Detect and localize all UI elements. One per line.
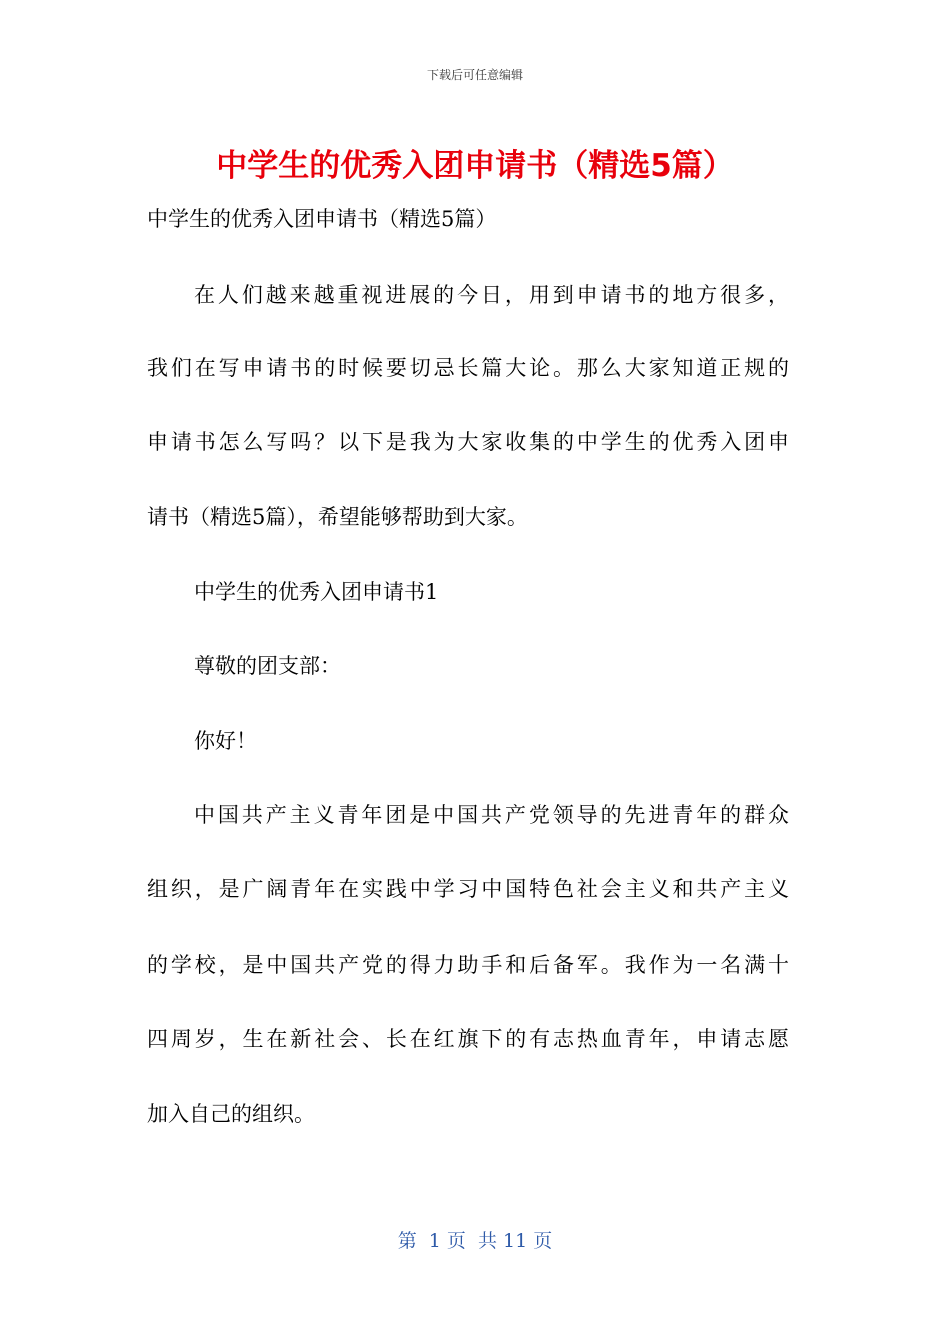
intro-line-2: 我们在写申请书的时候要切忌长篇大论。那么大家知道正规的 [147,356,789,380]
body-line-4: 四周岁，生在新社会、长在红旗下的有志热血青年，申请志愿 [147,1027,789,1051]
page-number-footer [0,1226,950,1253]
header-note: 下载后可任意编辑 [426,68,523,82]
document-subtitle: 中学生的优秀入团申请书（精选5篇） [147,207,497,231]
body-line-2: 组织，是广阔青年在实践中学习中国特色社会主义和共产主义 [147,877,789,901]
section-title: 中学生的优秀入团申请书1 [194,580,439,604]
body-line-5: 加入自己的组织。 [147,1102,315,1126]
body-line-3: 的学校，是中国共产党的得力助手和后备军。我作为一名满十 [147,953,789,977]
intro-line-3: 申请书怎么写吗？以下是我为大家收集的中学生的优秀入团申 [147,430,789,454]
salutation: 尊敬的团支部： [194,654,341,678]
body-line-1: 中国共产主义青年团是中国共产党领导的先进青年的群众 [194,803,789,827]
intro-line-1: 在人们越来越重视进展的今日，用到申请书的地方很多， [194,283,789,307]
document-title: 中学生的优秀入团申请书（精选5篇） [216,148,734,184]
page-number-label: 第 1 页 共 11 页 [397,1230,553,1252]
greeting: 你好！ [194,729,257,753]
intro-line-4: 请书（精选5篇），希望能够帮助到大家。 [147,505,528,529]
